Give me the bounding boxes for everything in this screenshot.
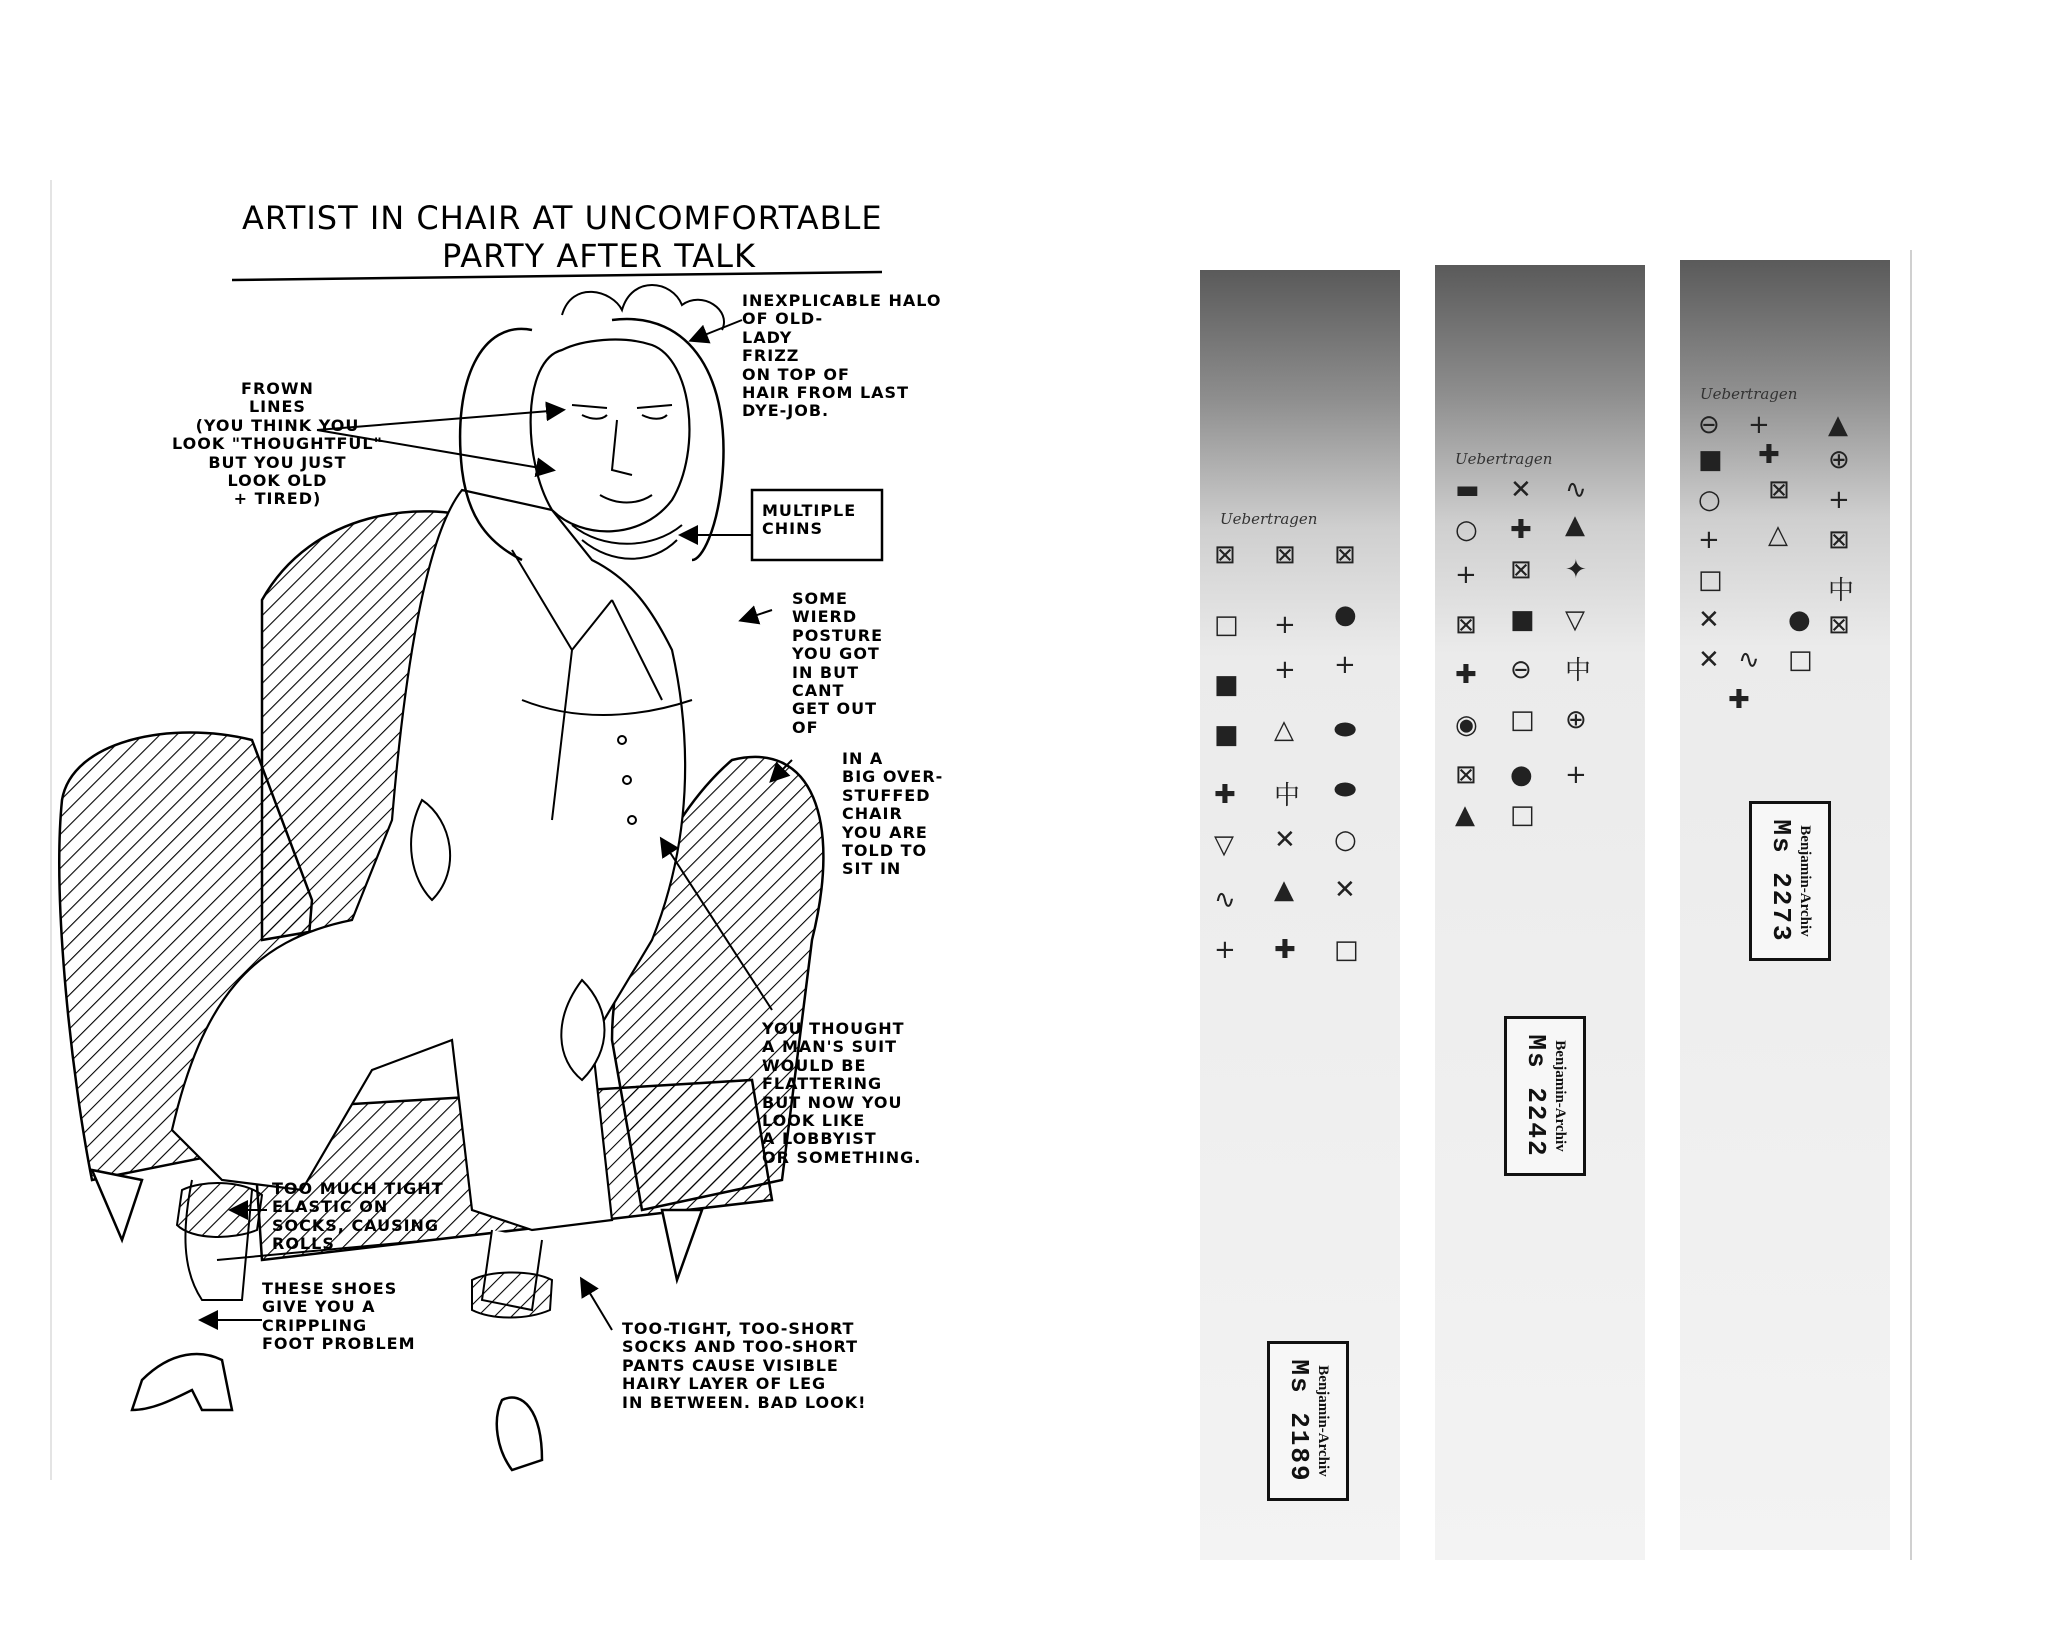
archive-stamp	[1749, 801, 1831, 961]
glyph-icon: ✕	[1510, 475, 1532, 505]
glyph-icon: ∿	[1214, 885, 1236, 915]
glyph-icon: ✚	[1728, 685, 1750, 715]
glyph-icon: ✕	[1274, 825, 1296, 855]
glyph-icon: □	[1510, 800, 1535, 830]
glyph-icon: +	[1828, 485, 1850, 515]
glyph-icon: ✚	[1455, 660, 1477, 690]
glyph-icon: ▬	[1455, 475, 1480, 505]
archive-page	[1180, 250, 1912, 1560]
ms-number: Ms 2273	[1766, 819, 1797, 943]
drawing-title-line1: ARTIST IN CHAIR AT UNCOMFORTABLE	[242, 199, 883, 237]
glyph-icon: ■	[1214, 720, 1239, 750]
glyph-icon: ⊠	[1828, 525, 1850, 555]
archive-label: Benjamin-Archiv	[1315, 1365, 1332, 1477]
annotation-socks: TOO MUCH TIGHT ELASTIC ON SOCKS, CAUSING ROLLS	[272, 1179, 444, 1254]
figure-shoe-left	[132, 1354, 232, 1410]
figure-shoe-right	[497, 1398, 542, 1471]
glyph-icon: ✚	[1510, 515, 1532, 545]
glyph-icon: ⊕	[1565, 705, 1587, 735]
annotation-frown-lines: FROWN LINES (YOU THINK YOU LOOK "THOUGHTFUL" BUT YOU JUST LOOK OLD + TIRED)	[172, 379, 383, 509]
chair-leg-left	[92, 1170, 142, 1240]
annotation-chair: IN A BIG OVER- STUFFED CHAIR YOU ARE TOLD TO SIT IN	[842, 749, 944, 879]
glyph-icon: ▲	[1828, 410, 1848, 440]
glyph-icon: ✚	[1214, 780, 1236, 810]
glyph-icon: +	[1748, 410, 1770, 440]
glyph-icon: ⊠	[1455, 760, 1477, 790]
glyph-icon: ✕	[1698, 645, 1720, 675]
glyph-icon: ●	[1334, 600, 1357, 630]
archive-stamp	[1267, 1341, 1349, 1501]
glyph-icon: +	[1455, 560, 1477, 590]
glyph-icon: ●	[1510, 760, 1533, 790]
strip-heading: Uebertragen	[1700, 385, 1798, 403]
glyph-icon: ✦	[1565, 555, 1587, 585]
figure-face	[531, 340, 690, 532]
glyph-icon: ○	[1698, 485, 1721, 515]
glyph-icon: ▲	[1565, 510, 1585, 540]
annotation-halo: INEXPLICABLE HALO OF OLD- LADY FRIZZ ON TOP OF HAIR FROM LAST DYE-JOB.	[742, 291, 942, 421]
glyph-icon: ▽	[1565, 605, 1585, 635]
glyph-icon: ✚	[1758, 440, 1780, 470]
glyph-icon: ∿	[1738, 645, 1760, 675]
chair-leg-right	[662, 1210, 702, 1280]
glyph-icon: ●	[1788, 605, 1811, 635]
manuscript-strip-ms-2242	[1435, 265, 1645, 1560]
glyph-icon: +	[1274, 655, 1296, 685]
manuscript-strip-ms-2189	[1200, 270, 1400, 1560]
glyph-icon: ⬬	[1334, 775, 1357, 805]
drawing-page	[50, 180, 952, 1480]
glyph-icon: ∿	[1565, 475, 1587, 505]
glyph-icon: ■	[1214, 670, 1239, 700]
glyph-icon: ◉	[1455, 710, 1478, 740]
annotation-shoes: THESE SHOES GIVE YOU A CRIPPLING FOOT PROBLEM	[262, 1279, 416, 1354]
glyph-icon: ⊠	[1510, 555, 1532, 585]
annotation-suit: YOU THOUGHT A MAN'S SUIT WOULD BE FLATTERING BUT NOW YOU LOOK LIKE A LOBBYIST OR SOMETHING.	[762, 1019, 922, 1167]
glyph-icon: △	[1274, 715, 1294, 745]
glyph-icon: ⊖	[1510, 655, 1532, 685]
glyph-icon: □	[1214, 610, 1239, 640]
glyph-icon: +	[1214, 935, 1236, 965]
glyph-icon: ▲	[1455, 800, 1475, 830]
glyph-icon: ⊖	[1698, 410, 1720, 440]
glyph-icon: ▲	[1274, 875, 1294, 905]
title-underline	[232, 272, 882, 280]
annotation-posture: SOME WIERD POSTURE YOU GOT IN BUT CANT GET OUT OF	[792, 589, 884, 737]
strip-heading: Uebertragen	[1455, 450, 1553, 468]
glyph-icon: ⊠	[1334, 540, 1356, 570]
glyph-icon: ○	[1455, 515, 1478, 545]
glyph-icon: 中	[1828, 576, 1855, 606]
glyph-icon: ▽	[1214, 830, 1234, 860]
glyph-icon: ⊠	[1274, 540, 1296, 570]
strip-heading: Uebertragen	[1220, 510, 1318, 528]
glyph-icon: ⊠	[1828, 610, 1850, 640]
glyph-icon: +	[1334, 650, 1356, 680]
glyph-icon: +	[1565, 760, 1587, 790]
glyph-icon: ⊠	[1768, 475, 1790, 505]
glyph-icon: ✕	[1698, 605, 1720, 635]
glyph-icon: ■	[1698, 445, 1723, 475]
ms-number: Ms 2242	[1521, 1034, 1552, 1158]
figure-halo-frizz	[562, 285, 724, 330]
glyph-icon: +	[1698, 525, 1720, 555]
ms-number: Ms 2189	[1284, 1359, 1315, 1483]
glyph-icon: □	[1510, 705, 1535, 735]
glyph-icon: ⬬	[1334, 715, 1357, 745]
glyph-icon: ✕	[1334, 875, 1356, 905]
archive-label: Benjamin-Archiv	[1552, 1040, 1569, 1152]
annotation-pants: TOO-TIGHT, TOO-SHORT SOCKS AND TOO-SHORT PANTS CAUSE VISIBLE HAIRY LAYER OF LEG IN BETWEEN. BAD LOOK!	[622, 1319, 867, 1412]
glyph-icon: ○	[1334, 825, 1357, 855]
manuscript-strip-ms-2273	[1680, 260, 1890, 1550]
annotation-chins: MULTIPLE CHINS	[762, 501, 857, 539]
archive-stamp	[1504, 1016, 1586, 1176]
glyph-icon: ⊕	[1828, 445, 1850, 475]
glyph-icon: +	[1274, 610, 1296, 640]
glyph-icon: △	[1768, 520, 1788, 550]
glyph-icon: □	[1698, 565, 1723, 595]
glyph-icon: ⊠	[1214, 540, 1236, 570]
drawing-title-line2: PARTY AFTER TALK	[442, 237, 756, 275]
glyph-icon: ✚	[1274, 935, 1296, 965]
glyph-icon: □	[1788, 645, 1813, 675]
glyph-icon: □	[1334, 935, 1359, 965]
figure-sock-right	[472, 1273, 552, 1318]
archive-label: Benjamin-Archiv	[1797, 825, 1814, 937]
glyph-icon: 中	[1565, 656, 1592, 686]
glyph-icon: 中	[1274, 781, 1301, 811]
glyph-icon: ⊠	[1455, 610, 1477, 640]
glyph-icon: ■	[1510, 605, 1535, 635]
